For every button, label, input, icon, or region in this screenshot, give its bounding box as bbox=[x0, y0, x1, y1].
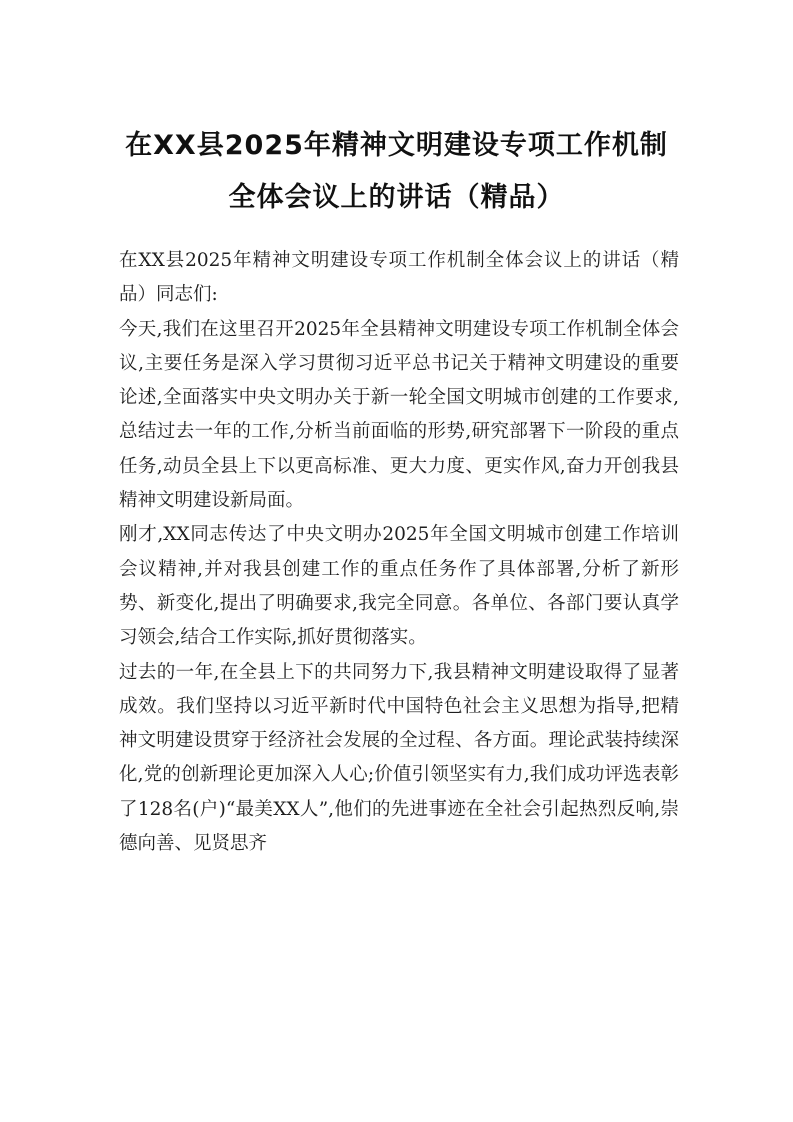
document-body bbox=[119, 244, 679, 861]
title-line-1: 在XX县2025年精神文明建设专项工作机制 bbox=[125, 130, 668, 161]
title-line-2: 全体会议上的讲话（精品） bbox=[228, 182, 565, 213]
paragraph-meeting-purpose: 今天,我们在这里召开2025年全县精神文明建设专项工作机制全体会议,主要任务是深入学习贯彻习近平总书记关于精神文明建设的重要论述,全面落实中央文明办关于新一轮全国文明城市创建的工作要求,总结过去一年的工作,分析当前面临的形势,研究部署下一阶段的重点任务,动员全县上下以更高标准、更大力度、更实作风,奋力开创我县精神文明建设新局面。 bbox=[119, 318, 679, 512]
document-title bbox=[100, 120, 693, 224]
paragraph-achievements: 过去的一年,在全县上下的共同努力下,我县精神文明建设取得了显著成效。我们坚持以习近平新时代中国特色社会主义思想为指导,把精神文明建设贯穿于经济社会发展的全过程、各方面。理论武装持续深化,党的创新理论更加深入人心;价值引领坚实有力,我们成功评选表彰了128名(户)“最美XX人”,他们的先进事迹在全社会引起热烈反响,崇德向善、见贤思齐 bbox=[119, 661, 679, 855]
paragraph-opening: 在XX县2025年精神文明建设专项工作机制全体会议上的讲话（精品）同志们: bbox=[119, 250, 679, 306]
paragraph-agreement: 刚才,XX同志传达了中央文明办2025年全国文明城市创建工作培训会议精神,并对我县创建工作的重点任务作了具体部署,分析了新形势、新变化,提出了明确要求,我完全同意。各单位、各部门要认真学习领会,结合工作实际,抓好贯彻落实。 bbox=[119, 524, 679, 649]
